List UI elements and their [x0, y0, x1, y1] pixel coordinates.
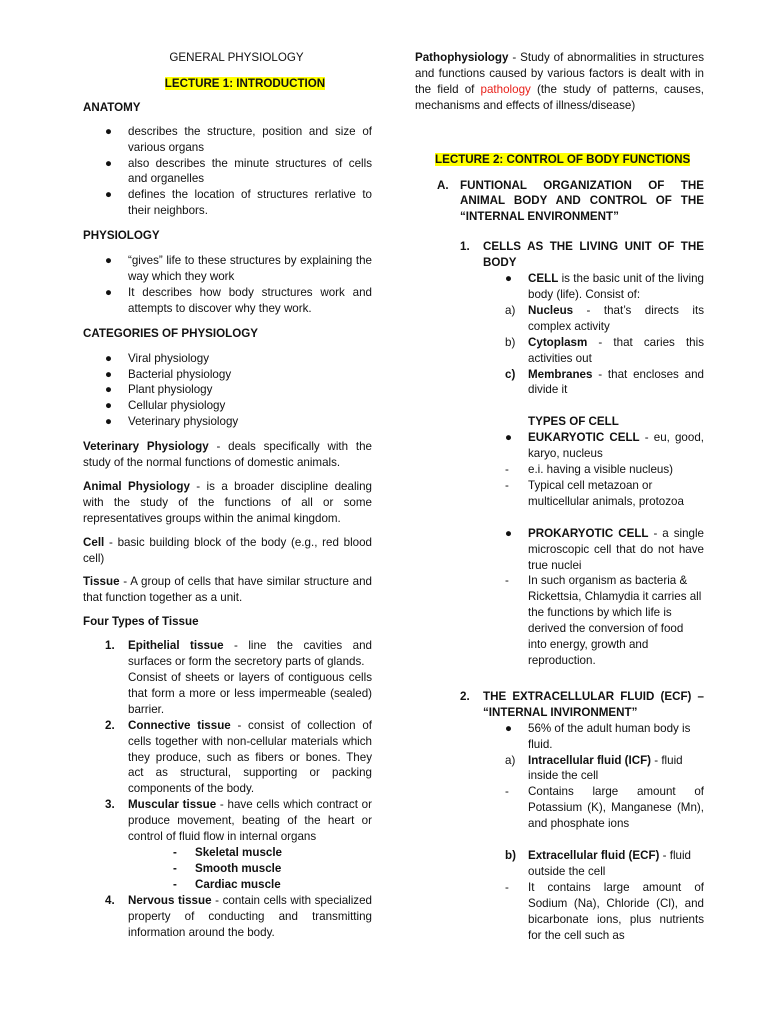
- list-item: 3. Muscular tissue - have cells which contract or produce movement, beating of the heart or control of fluid flow in internal organs: [105, 798, 372, 844]
- bullet-icon: ●: [505, 431, 513, 445]
- document-title: GENERAL PHYSIOLOGY: [169, 51, 304, 64]
- tissue-definition: Tissue - A group of cells that have similar structure and that function together as a unit.: [83, 575, 372, 605]
- muscle-types-list: [83, 845, 372, 893]
- anatomy-list: [83, 124, 372, 219]
- list-item: a) Nucleus - that’s directs its complex activity: [505, 303, 704, 333]
- bullet-icon: ●: [105, 383, 113, 397]
- physiology-list: [83, 253, 372, 317]
- animal-physiology-paragraph: Animal Physiology - is a broader discipline dealing with the study of the functions of all or some representatives groups within the animal kingdom.: [83, 479, 372, 525]
- bullet-icon: ●: [105, 285, 113, 299]
- list-item: b) Cytoplasm - that caries this activities out: [505, 335, 704, 365]
- bullet-icon: ●: [105, 415, 113, 429]
- list-item: - In such organism as bacteria & Rickettsia, Chlamydia it carries all the functions by which life is derived the conversion of food into energy, growth and reproduction.: [505, 574, 702, 667]
- list-item: a) Intracellular fluid (ICF) - fluid inside the cell: [505, 753, 683, 783]
- section-a: A. FUNTIONAL ORGANIZATION OF THE ANIMAL BODY AND CONTROL OF THE “INTERNAL ENVIRONMENT”: [437, 178, 704, 224]
- section-item-2: 2. THE EXTRACELLULAR FLUID (ECF) – “INTERNAL INVIRONMENT”: [460, 689, 704, 719]
- bullet-icon: ●: [505, 526, 513, 540]
- bullet-icon: ●: [105, 254, 113, 268]
- list-item: - It contains large amount of Sodium (Na), Chloride (Cl), and bicarbonate ions, plus nutrients for the cell such as: [505, 880, 704, 942]
- list-item: 4. Nervous tissue - contain cells with specialized property of conducting and transmitting information around the body.: [105, 893, 372, 939]
- lecture1-heading: LECTURE 1: INTRODUCTION: [164, 76, 326, 90]
- bullet-icon: ●: [105, 188, 113, 202]
- list-item: ● defines the location of structures rerlative to their neighbors.: [105, 188, 372, 218]
- list-item: ● “gives” life to these structures by explaining the way which they work: [105, 254, 372, 283]
- list-item: ● 56% of the adult human body is fluid.: [505, 721, 691, 751]
- list-item: ● Viral physiology: [105, 351, 209, 365]
- types-of-cell-heading: TYPES OF CELL: [528, 415, 619, 429]
- list-item: ● EUKARYOTIC CELL - eu, good, karyo, nucleus: [505, 431, 704, 461]
- cell-definition: Cell - basic building block of the body (e.g., red blood cell): [83, 535, 372, 565]
- bullet-icon: ●: [505, 272, 513, 286]
- tissue-types-list: [83, 638, 372, 940]
- physiology-heading: PHYSIOLOGY: [83, 229, 160, 243]
- bullet-icon: ●: [105, 399, 113, 413]
- pathology-term: pathology: [480, 82, 531, 96]
- list-item: ● PROKARYOTIC CELL - a single microscopic cell that do not have true nuclei: [505, 526, 704, 572]
- vet-physiology-paragraph: Veterinary Physiology - deals specifically with the study of the normal functions of domestic animals.: [83, 440, 372, 470]
- left-column: [83, 50, 372, 940]
- list-item: ● It describes how body structures work and attempts to discover why they work.: [105, 285, 372, 315]
- four-types-heading: Four Types of Tissue: [83, 615, 199, 629]
- list-item: - Typical cell metazoan or multicellular animals, protozoa: [505, 478, 684, 508]
- list-item: - e.i. having a visible nucleus): [505, 463, 674, 477]
- list-item: - Skeletal muscle: [173, 845, 283, 859]
- categories-heading: CATEGORIES OF PHYSIOLOGY: [83, 326, 258, 340]
- list-item: - Smooth muscle: [173, 861, 282, 875]
- bullet-icon: ●: [105, 367, 113, 381]
- anatomy-heading: ANATOMY: [83, 100, 141, 114]
- list-item: - Contains large amount of Potassium (K), Manganese (Mn), and phosphate ions: [505, 785, 704, 831]
- section-item-1: 1. CELLS AS THE LIVING UNIT OF THE BODY: [460, 240, 704, 270]
- list-item: 1. Epithelial tissue - line the cavities and surfaces or form the secretory parts of glands. Consist of sheets or layers of contiguous cells that form a more or less impermeable (sealed) barrier.: [105, 639, 372, 716]
- bullet-icon: ●: [505, 721, 513, 735]
- list-item: ● Veterinary physiology: [105, 415, 239, 429]
- list-item: ● Cellular physiology: [105, 399, 226, 413]
- list-item: ● Plant physiology: [105, 383, 213, 397]
- list-item: b) Extracellular fluid (ECF) - fluid outside the cell: [505, 849, 691, 878]
- bullet-icon: ●: [105, 351, 113, 365]
- list-item: c) Membranes - that encloses and divide it: [505, 367, 704, 397]
- bullet-icon: ●: [105, 124, 113, 138]
- bullet-icon: ●: [105, 156, 113, 170]
- pathophysiology-paragraph: Pathophysiology - Study of abnormalities in structures and functions caused by various factors is dealt with in the field of pathology (the study of patterns, causes, mechanisms and effects of illness/disease): [415, 51, 705, 112]
- list-item: 2. Connective tissue - consist of collection of cells together with non-cellular materials which they produce, such as fibers or bones. They act as structural, supporting or packing components of the body.: [105, 718, 372, 796]
- lecture2-heading: LECTURE 2: CONTROL OF BODY FUNCTIONS: [435, 152, 691, 166]
- categories-list: [83, 351, 372, 431]
- list-item: ● CELL is the basic unit of the living body (life). Consist of:: [505, 272, 704, 301]
- list-item: - Cardiac muscle: [173, 877, 281, 891]
- list-item: ● also describes the minute structures of cells and organelles: [105, 156, 372, 186]
- list-item: ● Bacterial physiology: [105, 367, 232, 381]
- right-column: [415, 50, 704, 944]
- list-item: ● describes the structure, position and size of various organs: [105, 124, 372, 154]
